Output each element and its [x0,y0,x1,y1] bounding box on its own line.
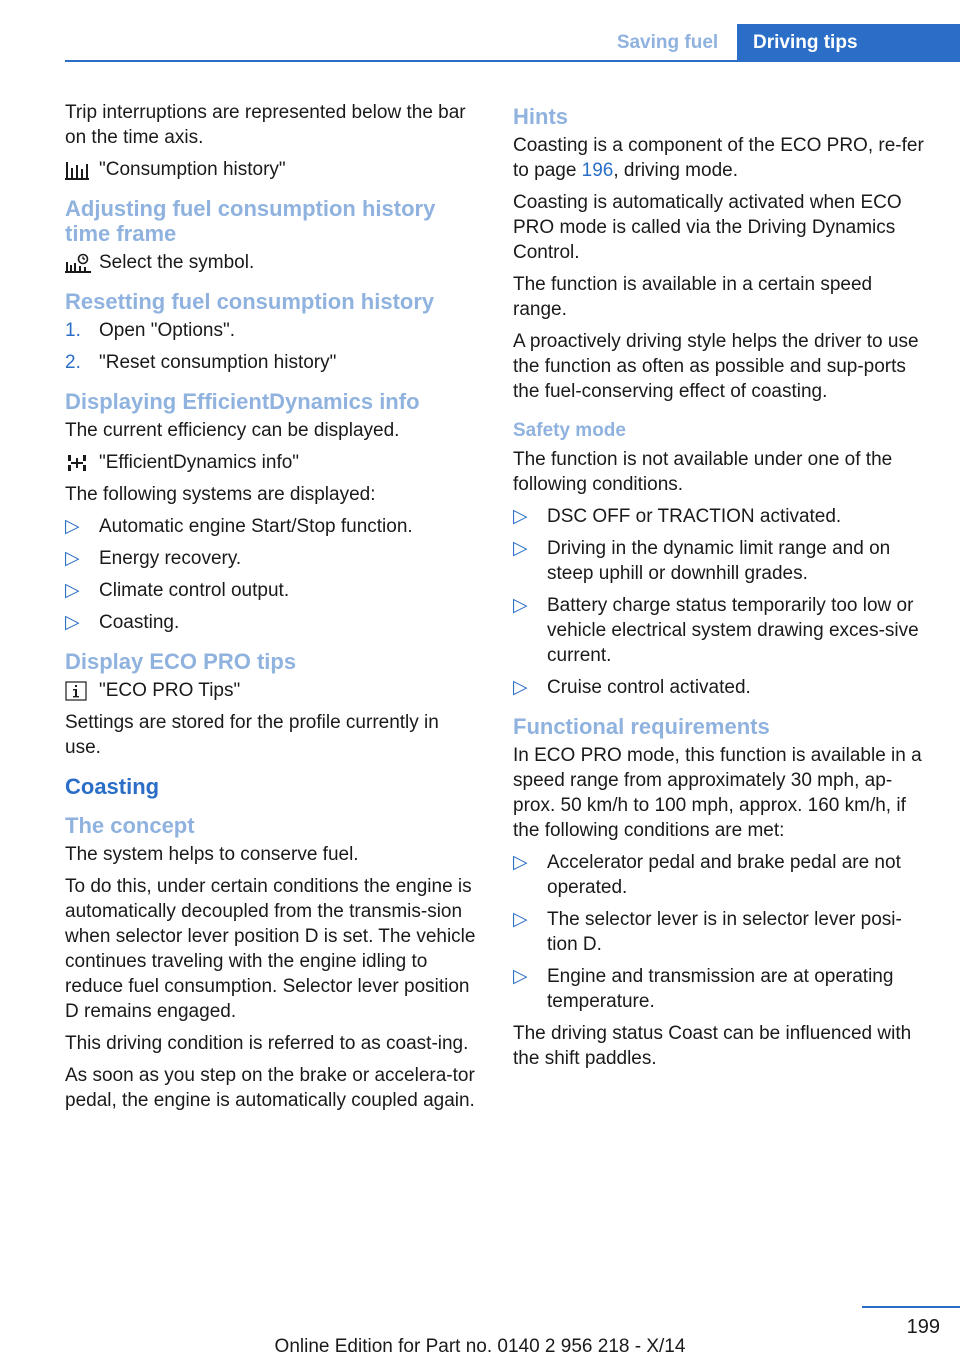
left-column [65,100,480,1120]
header-tab-saving-fuel: Saving fuel [616,32,719,53]
text-span: , driving mode. [613,160,738,181]
menu-item-text: "ECO PRO Tips" [99,680,241,701]
paragraph: This driving condition is referred to as coast‐ing. [65,1033,469,1054]
paragraph: Settings are stored for the profile currently in use. [65,712,439,758]
step-text: "Reset consumption history" [99,352,337,373]
list-item [513,964,928,1014]
heading-eco-pro-tips: Display ECO PRO tips [65,649,297,674]
bullet-marker: ▷ [65,548,80,569]
select-symbol-line [65,250,480,275]
step-number: 1. [65,320,81,341]
list-item [65,546,480,571]
heading-efficientdynamics-info: Displaying EfficientDynamics info [65,389,420,414]
ed-info-line [65,450,480,475]
heading-safety-mode: Safety mode [513,420,626,441]
paragraph: The function is available in a certain speed range. [513,274,873,320]
list-item-text: Climate control output. [99,580,290,601]
list-item [513,675,928,700]
consumption-history-line [65,157,480,182]
page-number-rule [862,1306,960,1308]
heading-functional-requirements: Functional requirements [513,714,770,739]
menu-item-text: "EfficientDynamics info" [99,452,300,473]
bullet-marker: ▷ [513,595,528,616]
bullet-marker: ▷ [513,966,528,987]
list-item-text: Accelerator pedal and brake pedal are not operated. [547,852,901,898]
bullet-marker: ▷ [513,538,528,559]
time-frame-icon [65,250,99,275]
list-item [513,504,928,529]
info-icon [65,678,99,703]
bullet-marker: ▷ [513,909,528,930]
list-item [65,514,480,539]
bar-chart-icon [65,157,99,182]
paragraph: Trip interruptions are represented below the bar on the time axis. [65,102,466,148]
list-item [65,578,480,603]
paragraph: In ECO PRO mode, this function is available in a speed range from approximately 30 mph, ap‐prox. 50 km/h to 100 mph, approx. 160 km/h, if the following conditions are met: [513,745,922,841]
heading-concept: The concept [65,813,195,838]
list-item-text: DSC OFF or TRACTION activated. [547,506,842,527]
eco-tips-line [65,678,480,703]
requirements-list [513,850,928,1014]
list-item-text: Cruise control activated. [547,677,751,698]
paragraph [513,133,928,183]
heading-reset-history: Resetting fuel consumption history [65,289,435,314]
list-item-text: Coasting. [99,612,180,633]
text-span: Coasting is a component of the ECO PRO, re‐fer to page [513,135,924,181]
paragraph: The function is not available under one of the following conditions. [513,449,893,495]
paragraph: Coasting is automatically activated when ECO PRO mode is called via the Driving Dynamics Control. [513,192,902,263]
list-item-text: Battery charge status temporarily too low or vehicle electrical system drawing exces‐sive current. [547,595,919,666]
list-item [65,610,480,635]
step-number: 2. [65,352,81,373]
list-item [513,536,928,586]
list-item [513,850,928,900]
paragraph: A proactively driving style helps the driver to use the function as often as possible and sup‐ports the fuel-conserving effect of coasting. [513,331,919,402]
list-item-text: Driving in the dynamic limit range and on steep uphill or downhill grades. [547,538,891,584]
header-rule [65,60,960,62]
paragraph: The driving status Coast can be influenced with the shift paddles. [513,1023,912,1069]
list-item-text: Engine and transmission are at operating temperature. [547,966,894,1012]
paragraph: As soon as you step on the brake or accelera‐tor pedal, the engine is automatically coupled again. [65,1065,475,1111]
drivetrain-icon [65,450,99,475]
list-item [65,318,480,343]
bullet-marker: ▷ [65,516,80,537]
bullet-marker: ▷ [65,612,80,633]
safety-conditions-list [513,504,928,700]
bullet-marker: ▷ [513,506,528,527]
list-item [513,907,928,957]
page-number: 199 [906,1316,940,1338]
list-item-text: The selector lever is in selector lever posi‐tion D. [547,909,902,955]
list-item [513,593,928,668]
header-tab-driving-tips: Driving tips [737,24,960,62]
menu-item-text: "Consumption history" [99,159,286,180]
page-reference-link[interactable]: 196 [581,160,614,181]
systems-list [65,514,480,635]
heading-coasting: Coasting [65,774,160,799]
list-item-text: Energy recovery. [99,548,242,569]
edition-footer: Online Edition for Part no. 0140 2 956 218 - X/14 [274,1336,686,1357]
list-item [65,350,480,375]
bullet-marker: ▷ [513,677,528,698]
list-item-text: Automatic engine Start/Stop function. [99,516,413,537]
right-column [513,100,928,1078]
step-text: Open "Options". [99,320,236,341]
instruction-text: Select the symbol. [99,252,255,273]
paragraph: The current efficiency can be displayed. [65,420,400,441]
bullet-marker: ▷ [513,852,528,873]
heading-hints: Hints [513,104,568,129]
heading-adjust-time-frame: Adjusting fuel consumption history time frame [65,196,436,246]
reset-steps-list [65,318,480,375]
paragraph: The system helps to conserve fuel. [65,844,359,865]
bullet-marker: ▷ [65,580,80,601]
paragraph: To do this, under certain conditions the engine is automatically decoupled from the transmis‐sion when selector lever position D is set. The vehicle continues traveling with the engine idling to reduce fuel consumption. Selector lever position D remains engaged. [65,876,476,1022]
paragraph: The following systems are displayed: [65,484,376,505]
